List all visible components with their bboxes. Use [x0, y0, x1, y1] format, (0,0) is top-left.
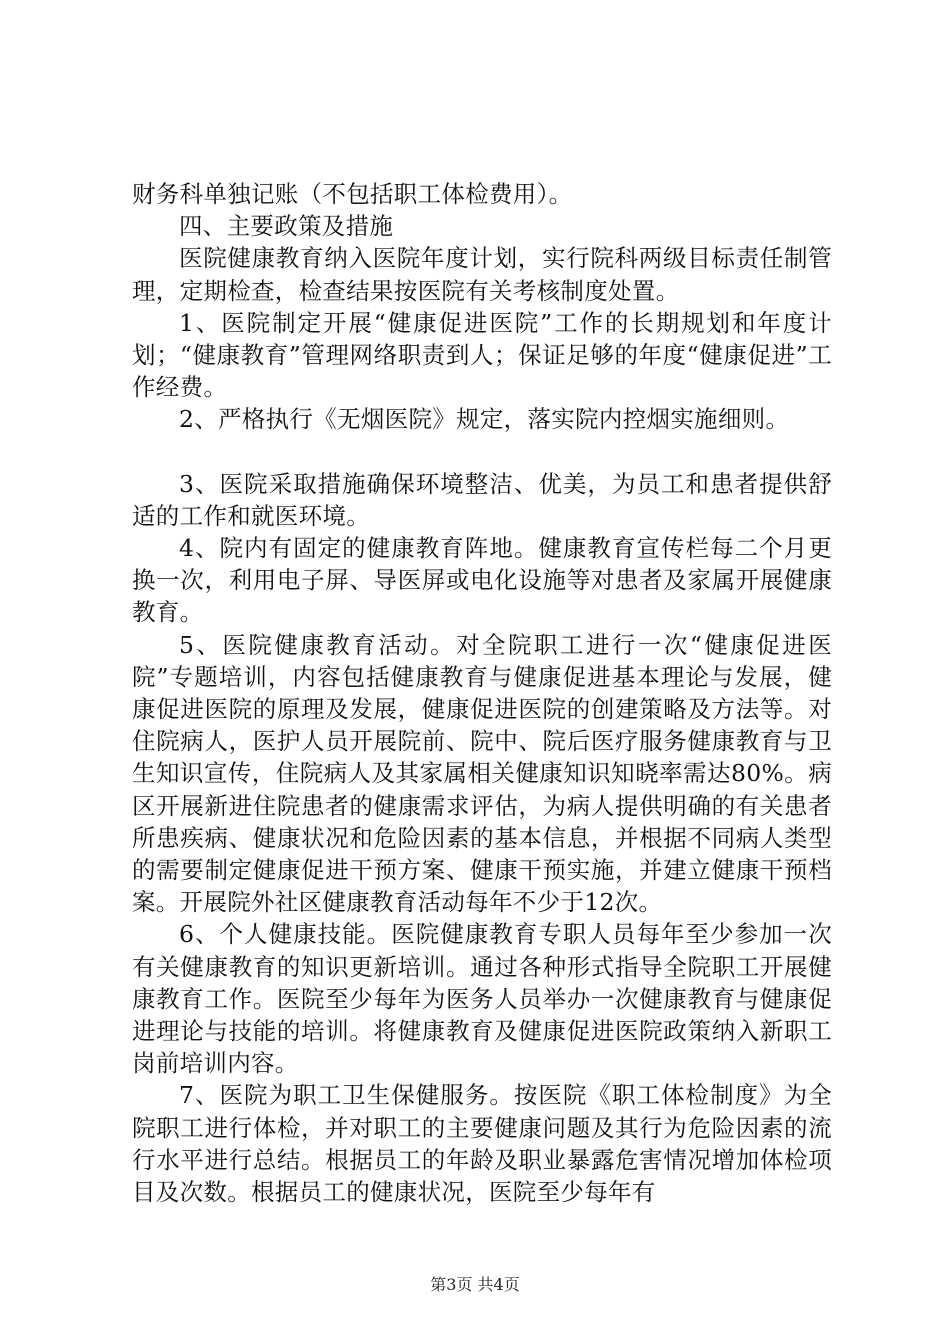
- page-footer: 第3页 共4页: [430, 1275, 520, 1294]
- paragraph-intro: 医院健康教育纳入医院年度计划，实行院科两级目标责任制管理，定期检查，检查结果按医院有关考核制度处置。: [132, 244, 832, 305]
- paragraph-item-5: 5、医院健康教育活动。对全院职工进行一次“健康促进医院”专题培训，内容包括健康教育与健康促进基本理论与发展，健康促进医院的原理及发展，健康促进医院的创建策略及方法等。对住院病人，医护人员开展院前、院中、院后医疗服务健康教育与卫生知识宣传，住院病人及其家属相关健康知识知晓率需达80%。病区开展新进住院患者的健康需求评估，为病人提供明确的有关患者所患疾病、健康状况和危险因素的基本信息，并根据不同病人类型的需要制定健康促进干预方案、健康干预实施，并建立健康干预档案。开展院外社区健康教育活动每年不少于12次。: [132, 630, 832, 917]
- paragraph-item-6: 6、个人健康技能。医院健康教育专职人员每年至少参加一次有关健康教育的知识更新培训。通过各种形式指导全院职工开展健康教育工作。医院至少每年为医务人员举办一次健康教育与健康促进理论与技能的培训。将健康教育及健康促进医院政策纳入新职工岗前培训内容。: [132, 920, 832, 1078]
- section-heading: 四、主要政策及措施: [179, 212, 394, 241]
- paragraph-item-4: 4、院内有固定的健康教育阵地。健康教育宣传栏每二个月更换一次，利用电子屏、导医屏或电化设施等对患者及家属开展健康教育。: [132, 534, 832, 627]
- paragraph-item-7: 7、医院为职工卫生保健服务。按医院《职工体检制度》为全院职工进行体检，并对职工的主要健康问题及其行为危险因素的流行水平进行总结。根据员工的年龄及职业暴露危害情况增加体检项目及次数。根据员工的健康状况，医院至少每年有: [132, 1081, 832, 1207]
- paragraph-continuation: 财务科单独记账（不包括职工体检费用）。: [132, 180, 573, 208]
- paragraph-gap: [132, 436, 832, 468]
- paragraph-item-2: 2、严格执行《无烟医院》规定，落实院内控烟实施细则。: [179, 405, 790, 434]
- document-body: [132, 178, 832, 1208]
- paragraph-item-1: 1、医院制定开展“健康促进医院”工作的长期规划和年度计划；“健康教育”管理网络职责到人；保证足够的年度“健康促进”工作经费。: [132, 308, 832, 402]
- paragraph-item-3: 3、医院采取措施确保环境整洁、优美，为员工和患者提供舒适的工作和就医环境。: [132, 469, 832, 530]
